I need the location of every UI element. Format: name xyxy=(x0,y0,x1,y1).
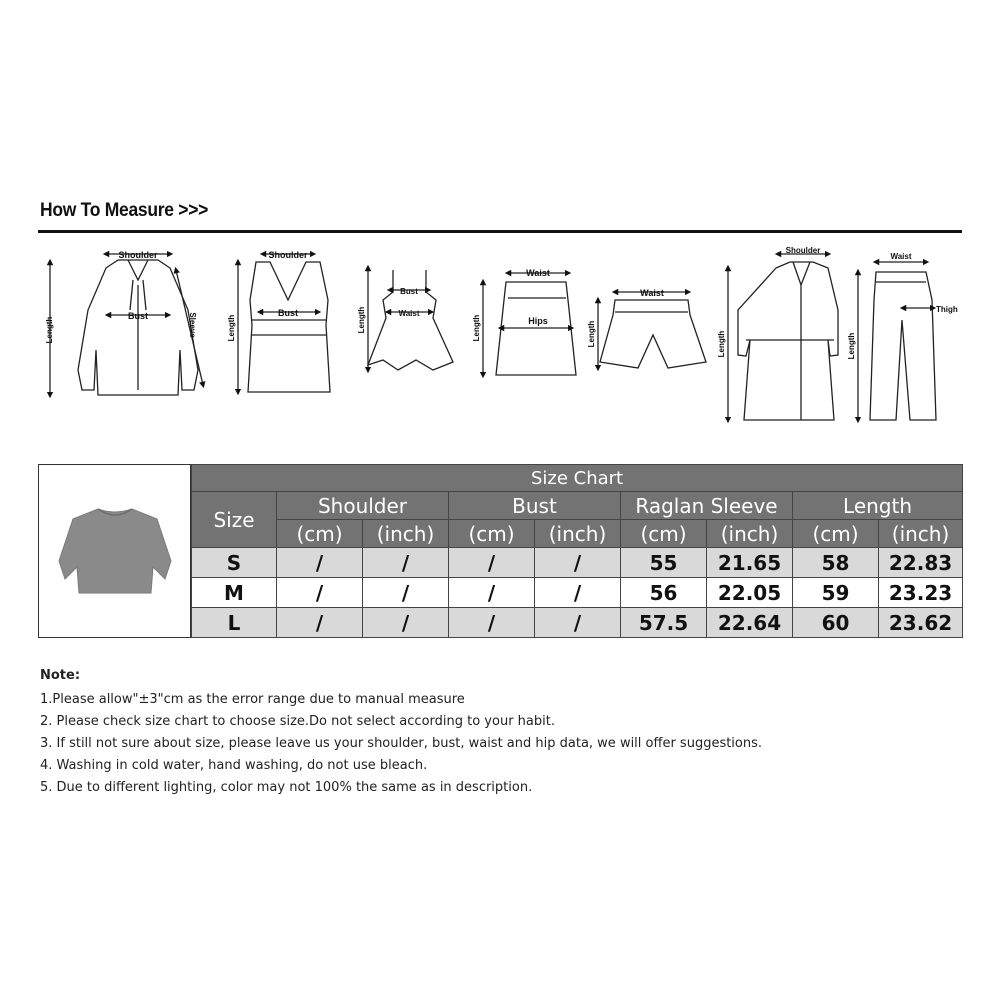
size-cell: S xyxy=(192,548,277,578)
pants-diagram xyxy=(858,262,936,420)
unit-header: (inch) xyxy=(707,520,793,548)
bust-header: Bust xyxy=(449,492,621,520)
section-heading: How To Measure >>> xyxy=(40,200,209,221)
table-cell: / xyxy=(277,548,363,578)
table-cell: / xyxy=(277,608,363,638)
table-cell: 60 xyxy=(793,608,879,638)
note-item: 4. Washing in cold water, hand washing, do not use bleach. xyxy=(40,758,428,773)
pants-waist-label: Waist xyxy=(890,252,912,261)
sweater-image xyxy=(53,501,177,601)
notes-title: Note: xyxy=(40,668,81,683)
table-cell: / xyxy=(535,608,621,638)
skirt-waist-label: Waist xyxy=(526,268,550,278)
table-cell: 56 xyxy=(621,578,707,608)
unit-header: (cm) xyxy=(449,520,535,548)
diagrams-svg xyxy=(38,240,962,440)
shorts-waist-label: Waist xyxy=(640,288,664,298)
vest-shoulder-label: Shoulder xyxy=(268,250,308,260)
blouse-sleeve-label: Sleeve xyxy=(188,312,197,338)
table-cell: 57.5 xyxy=(621,608,707,638)
table-cell: / xyxy=(449,578,535,608)
note-item: 2. Please check size chart to choose size.Do not select according to your habit. xyxy=(40,714,555,729)
unit-header: (inch) xyxy=(879,520,963,548)
dress-waist-label: Waist xyxy=(398,309,420,318)
shorts-length-label: Length xyxy=(587,320,596,348)
note-item: 5. Due to different lighting, color may not 100% the same as in description. xyxy=(40,780,533,795)
blouse-diagram xyxy=(50,254,203,395)
table-row xyxy=(192,608,963,638)
unit-header: (cm) xyxy=(277,520,363,548)
table-cell: / xyxy=(449,608,535,638)
heading-divider xyxy=(38,230,962,233)
unit-header: (inch) xyxy=(363,520,449,548)
table-cell: 23.23 xyxy=(879,578,963,608)
pants-thigh-label: Thigh xyxy=(936,305,958,314)
table-cell: / xyxy=(363,548,449,578)
dress-length-label: Length xyxy=(357,306,366,334)
shorts-diagram xyxy=(598,292,706,368)
coat-shoulder-label: Shoulder xyxy=(785,246,821,255)
coat-length-label: Length xyxy=(717,330,726,358)
table-cell: / xyxy=(449,548,535,578)
coat-diagram xyxy=(728,254,838,420)
size-cell: L xyxy=(192,608,277,638)
table-cell: 58 xyxy=(793,548,879,578)
vest-bust-label: Bust xyxy=(278,308,298,318)
dress-bust-label: Bust xyxy=(400,287,418,296)
vest-diagram xyxy=(238,254,330,392)
table-cell: / xyxy=(535,578,621,608)
table-row xyxy=(192,578,963,608)
notes-section xyxy=(40,668,762,801)
size-chart xyxy=(38,464,962,638)
table-cell: / xyxy=(535,548,621,578)
measurement-diagrams xyxy=(38,240,962,440)
unit-header: (cm) xyxy=(793,520,879,548)
table-cell: 59 xyxy=(793,578,879,608)
skirt-length-label: Length xyxy=(472,314,481,342)
table-cell: 21.65 xyxy=(707,548,793,578)
note-item: 3. If still not sure about size, please leave us your shoulder, bust, waist and hip data, we will offer suggestions. xyxy=(40,736,763,751)
table-cell: 22.64 xyxy=(707,608,793,638)
unit-header: (cm) xyxy=(621,520,707,548)
skirt-hips-label: Hips xyxy=(528,316,548,326)
dress-diagram xyxy=(368,268,453,370)
table-cell: 22.05 xyxy=(707,578,793,608)
table-cell: / xyxy=(363,578,449,608)
pants-length-label: Length xyxy=(847,332,856,360)
size-table xyxy=(191,464,963,638)
table-cell: 55 xyxy=(621,548,707,578)
blouse-shoulder-label: Shoulder xyxy=(118,250,158,260)
blouse-length-label: Length xyxy=(45,316,54,344)
shoulder-header: Shoulder xyxy=(277,492,449,520)
blouse-bust-label: Bust xyxy=(128,311,148,321)
product-thumbnail xyxy=(38,464,191,638)
table-cell: 23.62 xyxy=(879,608,963,638)
size-column-header: Size xyxy=(192,492,277,548)
vest-length-label: Length xyxy=(227,314,236,342)
note-item: 1.Please allow"±3"cm as the error range due to manual measure xyxy=(40,692,465,707)
table-cell: / xyxy=(277,578,363,608)
table-cell: / xyxy=(363,608,449,638)
unit-header: (inch) xyxy=(535,520,621,548)
table-cell: 22.83 xyxy=(879,548,963,578)
table-row xyxy=(192,548,963,578)
size-chart-title: Size Chart xyxy=(192,465,963,492)
length-header: Length xyxy=(793,492,963,520)
size-cell: M xyxy=(192,578,277,608)
raglan-sleeve-header: Raglan Sleeve xyxy=(621,492,793,520)
